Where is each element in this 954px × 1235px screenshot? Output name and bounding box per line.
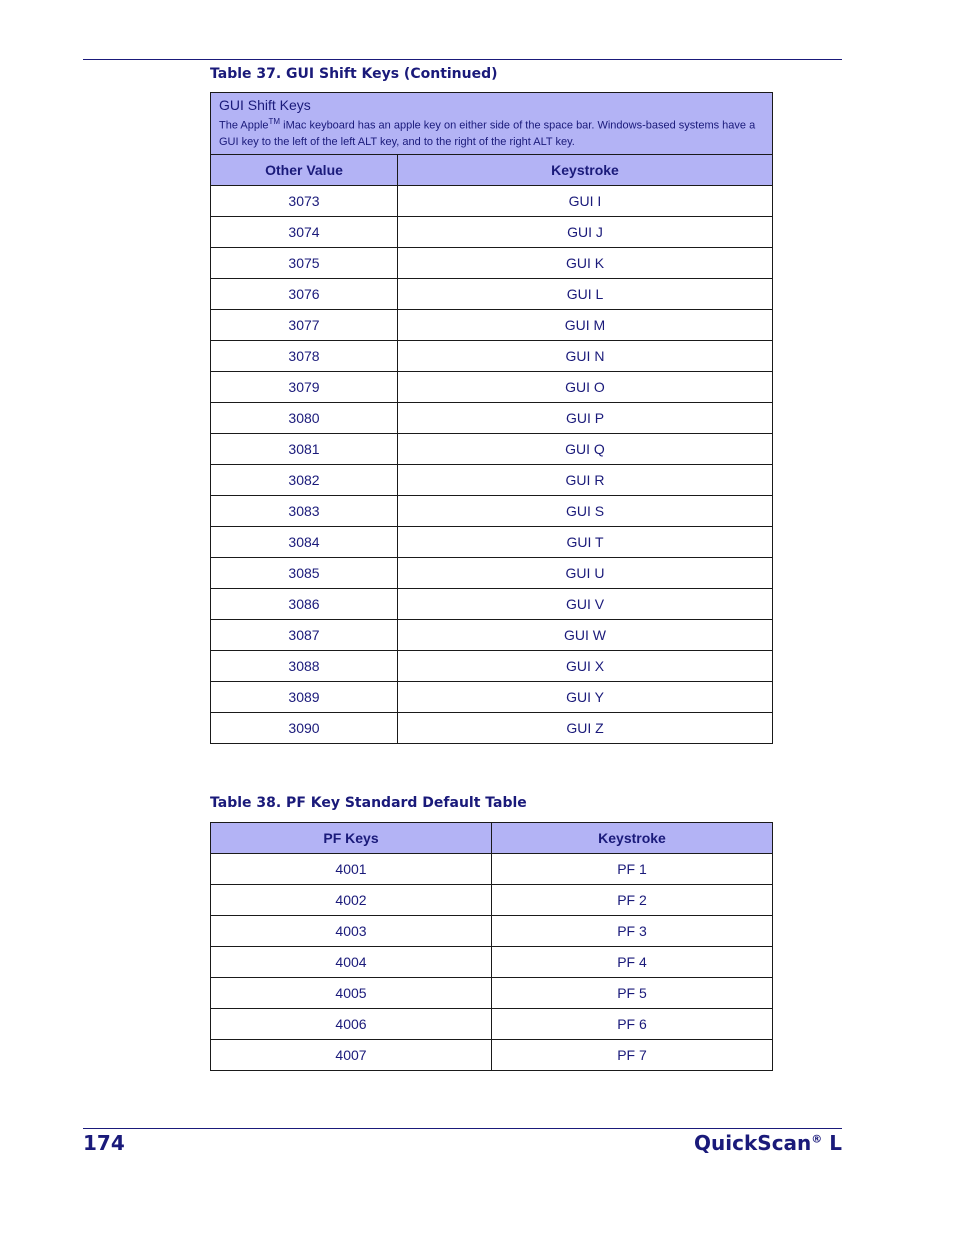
product-name: QuickScan [694, 1131, 812, 1155]
banner-note-post: iMac keyboard has an apple key on either side of the space bar. Windows-based systems have a GUI key to the left of the left ALT key, and to the right of the right ALT key. [219, 119, 756, 148]
table-cell: GUI N [398, 340, 773, 371]
pf-key-table [210, 822, 773, 1071]
table-cell: 4003 [211, 916, 492, 947]
registered-mark: ® [811, 1132, 823, 1146]
table-cell: PF 1 [492, 854, 773, 885]
table-cell: 3076 [211, 278, 398, 309]
table-cell: 4006 [211, 1009, 492, 1040]
table-row [211, 278, 773, 309]
table-cell: 3079 [211, 371, 398, 402]
table-cell: 3074 [211, 216, 398, 247]
table-row [211, 978, 773, 1009]
column-header-keystroke: Keystroke [492, 823, 773, 854]
table-row [211, 588, 773, 619]
table-cell: GUI J [398, 216, 773, 247]
table-cell: 3083 [211, 495, 398, 526]
table-cell: 4007 [211, 1040, 492, 1071]
table-cell: PF 6 [492, 1009, 773, 1040]
table-38-caption: Table 38. PF Key Standard Default Table [210, 795, 527, 811]
table-cell: GUI O [398, 371, 773, 402]
table-cell: PF 2 [492, 885, 773, 916]
table-cell: 3087 [211, 619, 398, 650]
table-row [211, 712, 773, 743]
table-row [211, 185, 773, 216]
table-row [211, 402, 773, 433]
table-row [211, 216, 773, 247]
table-cell: GUI P [398, 402, 773, 433]
table-row [211, 433, 773, 464]
column-header-pf-keys: PF Keys [211, 823, 492, 854]
table-cell: GUI U [398, 557, 773, 588]
table-row [211, 340, 773, 371]
table-row [211, 947, 773, 978]
gui-shift-keys-table [210, 92, 773, 744]
table-cell: 3088 [211, 650, 398, 681]
table-cell: GUI W [398, 619, 773, 650]
table-row [211, 309, 773, 340]
banner-note [219, 114, 764, 150]
table-cell: 3078 [211, 340, 398, 371]
table-cell: 4001 [211, 854, 492, 885]
table-cell: GUI Y [398, 681, 773, 712]
banner-title: GUI Shift Keys [219, 97, 311, 113]
table-cell: GUI Z [398, 712, 773, 743]
table-cell: 3082 [211, 464, 398, 495]
bottom-rule [83, 1128, 842, 1129]
product-title [694, 1131, 842, 1155]
table-cell: PF 4 [492, 947, 773, 978]
table-cell: GUI T [398, 526, 773, 557]
table-cell: 3073 [211, 185, 398, 216]
column-header-other-value: Other Value [211, 154, 398, 185]
product-suffix: L [822, 1131, 842, 1155]
table-cell: 3081 [211, 433, 398, 464]
table-row [211, 1009, 773, 1040]
table-cell: 3085 [211, 557, 398, 588]
top-rule [83, 59, 842, 60]
banner-note-pre: The Apple [219, 119, 269, 132]
table-row [211, 854, 773, 885]
trademark-mark: TM [268, 117, 281, 126]
table-cell: GUI I [398, 185, 773, 216]
table-banner [211, 93, 773, 155]
table-cell: 4004 [211, 947, 492, 978]
table-row [211, 371, 773, 402]
table-cell: PF 3 [492, 916, 773, 947]
table-row [211, 526, 773, 557]
table-cell: 3075 [211, 247, 398, 278]
table-cell: GUI M [398, 309, 773, 340]
table-cell: 3080 [211, 402, 398, 433]
table-cell: 3089 [211, 681, 398, 712]
table-header-row [211, 154, 773, 185]
table-row [211, 650, 773, 681]
column-header-keystroke: Keystroke [398, 154, 773, 185]
table-cell: GUI K [398, 247, 773, 278]
table-cell: PF 7 [492, 1040, 773, 1071]
table-cell: 4002 [211, 885, 492, 916]
table-row [211, 247, 773, 278]
table-cell: 3086 [211, 588, 398, 619]
table-cell: GUI V [398, 588, 773, 619]
table-cell: GUI X [398, 650, 773, 681]
table-37-caption: Table 37. GUI Shift Keys (Continued) [210, 66, 498, 82]
table-cell: 4005 [211, 978, 492, 1009]
table-row [211, 885, 773, 916]
table-row [211, 619, 773, 650]
table-header-row [211, 823, 773, 854]
table-row [211, 557, 773, 588]
table-cell: 3090 [211, 712, 398, 743]
table-row [211, 916, 773, 947]
table-cell: 3077 [211, 309, 398, 340]
table-row [211, 495, 773, 526]
table-cell: PF 5 [492, 978, 773, 1009]
table-cell: GUI L [398, 278, 773, 309]
table-cell: GUI Q [398, 433, 773, 464]
table-cell: GUI S [398, 495, 773, 526]
table-row [211, 464, 773, 495]
table-row [211, 681, 773, 712]
table-row [211, 1040, 773, 1071]
table-cell: GUI R [398, 464, 773, 495]
table-cell: 3084 [211, 526, 398, 557]
page-number: 174 [83, 1131, 125, 1155]
